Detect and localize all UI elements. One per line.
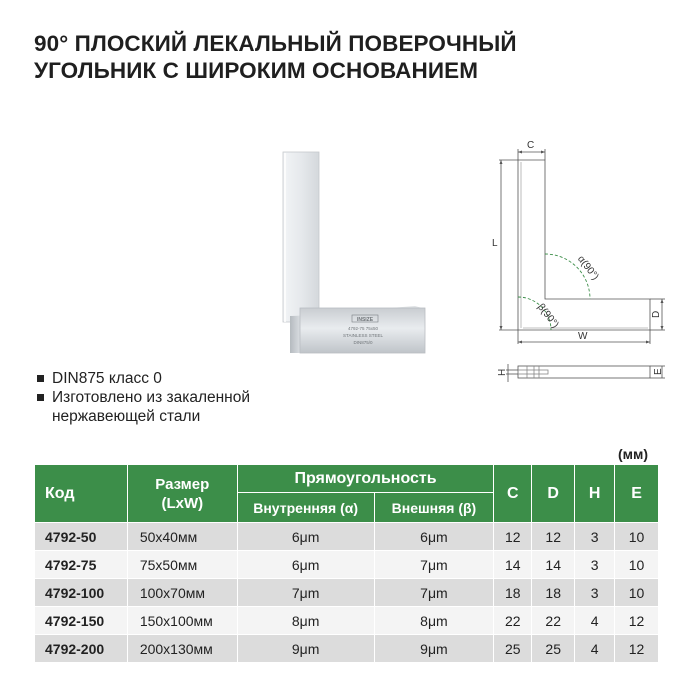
table-row [35,579,659,607]
cell-c: 22 [494,607,532,635]
cell-outer: 8μm [374,607,494,635]
label-w: W [578,331,588,342]
stamp-line-1: 4792-75 75x50 [347,326,379,331]
bullet-square-icon [37,375,44,382]
header-code: Код [35,465,128,523]
insize-logo: INSIZE [356,317,374,323]
header-e: E [615,465,659,523]
cell-inner: 6μm [237,551,374,579]
side-view-base [518,366,650,378]
cell-c: 14 [494,551,532,579]
cell-code: 4792-150 [35,607,128,635]
cell-outer: 7μm [374,579,494,607]
cell-c: 25 [494,635,532,663]
cell-h: 3 [575,523,615,551]
cell-e: 12 [615,607,659,635]
cell-h: 4 [575,635,615,663]
label-alpha: α(90°) [575,253,601,283]
header-c: C [494,465,532,523]
feature-item: DIN875 класс 0 [36,369,302,388]
diagram-square-outline [518,160,650,330]
feature-list [36,369,302,426]
header-size: Размер (LxW) [127,465,237,523]
header-squareness: Прямоугольность [237,465,494,493]
label-d: D [651,310,662,318]
spec-table [34,464,659,663]
cell-c: 18 [494,579,532,607]
header-d: D [532,465,575,523]
table-row [35,607,659,635]
cell-outer: 6μm [374,523,494,551]
label-h: H [497,368,508,376]
bullet-square-icon [37,394,44,401]
cell-d: 25 [532,635,575,663]
cell-e: 10 [615,551,659,579]
title-line-2: УГОЛЬНИК С ШИРОКИМ ОСНОВАНИЕМ [34,58,479,83]
technical-diagram [490,132,675,402]
square-blade [283,152,319,322]
cell-outer: 9μm [374,635,494,663]
header-inner: Внутренняя (α) [237,493,374,523]
table-row [35,551,659,579]
cell-d: 12 [532,523,575,551]
cell-code: 4792-75 [35,551,128,579]
cell-h: 4 [575,607,615,635]
base-side-face [290,316,300,353]
table-row [35,635,659,663]
label-c: C [527,140,535,151]
table-row [35,523,659,551]
header-h: H [575,465,615,523]
feature-item: Изготовлено из закаленной нержавеющей стали [36,388,302,426]
unit-label: (мм) [618,446,649,462]
cell-e: 10 [615,579,659,607]
side-view-blade [518,370,548,374]
cell-outer: 7μm [374,551,494,579]
cell-size: 150x100мм [127,607,237,635]
cell-size: 200x130мм [127,635,237,663]
page-title [34,30,674,84]
cell-code: 4792-200 [35,635,128,663]
label-beta: β(90°) [535,301,561,331]
cell-h: 3 [575,551,615,579]
label-l: L [492,238,498,249]
cell-inner: 8μm [237,607,374,635]
cell-inner: 6μm [237,523,374,551]
cell-d: 22 [532,607,575,635]
cell-inner: 9μm [237,635,374,663]
cell-d: 18 [532,579,575,607]
cell-code: 4792-100 [35,579,128,607]
cell-size: 100x70мм [127,579,237,607]
cell-size: 75x50мм [127,551,237,579]
stamp-line-3: DIN875/0 [353,340,373,345]
cell-size: 50x40мм [127,523,237,551]
header-outer: Внешняя (β) [374,493,494,523]
cell-c: 12 [494,523,532,551]
cell-e: 10 [615,523,659,551]
stamp-line-2: STAINLESS STEEL [343,333,383,338]
cell-e: 12 [615,635,659,663]
title-line-1: 90° ПЛОСКИЙ ЛЕКАЛЬНЫЙ ПОВЕРОЧНЫЙ [34,31,517,56]
cell-code: 4792-50 [35,523,128,551]
cell-inner: 7μm [237,579,374,607]
cell-h: 3 [575,579,615,607]
label-e: E [653,368,664,375]
cell-d: 14 [532,551,575,579]
product-photo [270,140,440,355]
